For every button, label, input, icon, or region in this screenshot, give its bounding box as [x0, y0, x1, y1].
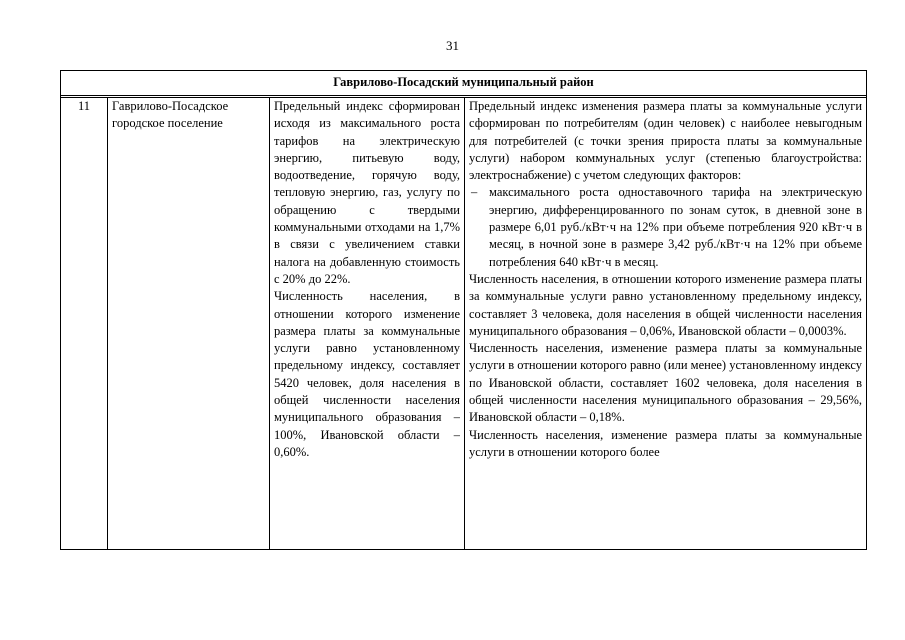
population-equal-paragraph: Численность населения, в отношении которого изменение размера платы за коммунальные услуги равно установленному предельному индексу, составляет 3 человека, доля населения в общей численности населения муниципального образования – 0,06%, Ивановской области – 0,0003%. — [469, 271, 863, 338]
municipal-index-table — [60, 70, 867, 550]
list-item: – максимального роста одноставочного тарифа на электрическую энергию, дифференцированного по зонам суток, в дневной зоне в размере 6,01 руб./кВт·ч на 12% при объеме потребления 920 кВт·ч в месяц, в ночной зоне в размере 3,42 руб./кВт·ч на 12% при объеме потребления 640 кВт·ч в месяц. — [469, 184, 862, 270]
index-basis-paragraph: Предельный индекс сформирован исходя из максимального роста тарифов на электрическую энергию, питьевую воду, водоотведение, горячую воду, тепловую энергию, газ, услугу по обращению с твердыми коммунальными отходами на 1,7% в связи с увеличением ставки налога на добавленную стоимость с 20% до 22%. — [274, 99, 460, 286]
population-below-paragraph: Численность населения, изменение размера платы за коммунальные услуги в отношении которого равно (или менее) установленному индексу по Ивановской области, составляет 1602 человека, доля населения в общей численности населения муниципального образования – 29,56%, Ивановской области – 0,18%. — [469, 341, 863, 425]
district-header: Гаврилово-Посадский муниципальный район — [61, 71, 867, 96]
index-details-cell — [465, 98, 867, 550]
page-number: 31 — [446, 38, 459, 53]
index-basis-cell — [270, 98, 465, 550]
district-header-row — [61, 71, 867, 96]
settlement-name: Гаврилово-Посадское городское поселение — [108, 98, 270, 550]
population-equal-index-paragraph: Численность населения, в отношении которого изменение размера платы за коммунальные услуги равно установленному предельному индексу, составляет 5420 человек, доля населения в общей численности населения муниципального образования – 100%, Ивановской области – 0,60%. — [274, 289, 460, 459]
index-basis-content — [274, 98, 460, 549]
row-number: 11 — [61, 98, 108, 550]
factors-list — [469, 184, 862, 270]
population-above-paragraph: Численность населения, изменение размера платы за коммунальные услуги в отношении которого более — [469, 427, 863, 459]
table-row — [61, 98, 867, 550]
index-details-content — [469, 98, 862, 549]
index-details-intro: Предельный индекс изменения размера платы за коммунальные услуги сформирован по потребителям (один человек) с наиболее невыгодным для потребителей (с точки зрения прироста платы за коммунальные услуги) набором коммунальных услуг (степенью благоустройства: электроснабжение) с учетом следующих факторов: — [469, 99, 863, 183]
